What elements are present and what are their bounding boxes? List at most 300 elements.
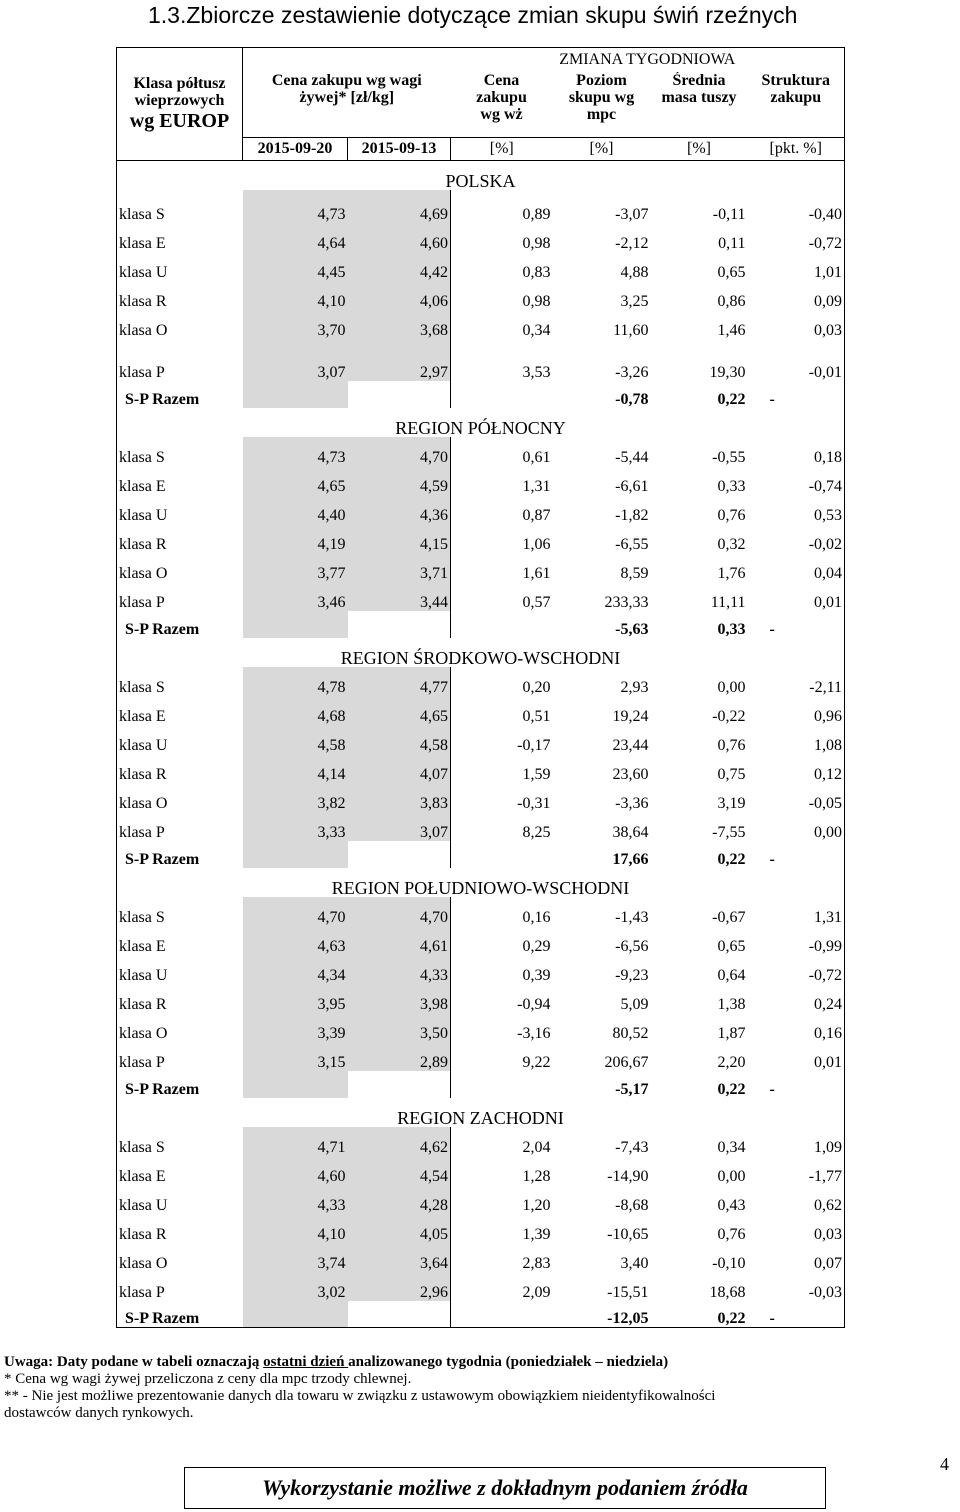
table-cell: -0,94: [517, 995, 551, 1013]
table-cell: -8,68: [615, 1196, 649, 1214]
table-cell: 4,65: [348, 696, 451, 725]
total-empty-cell: [243, 381, 348, 408]
row-label: klasa E: [117, 1156, 243, 1185]
total-label: S-P Razem: [117, 841, 243, 868]
table-cell: 1,59: [522, 765, 551, 783]
table-cell: 19,30: [709, 363, 746, 381]
table-row: [117, 926, 845, 955]
table-cell: 8,59: [620, 564, 649, 582]
table-cell: 8,25: [522, 823, 551, 841]
row-label: klasa U: [117, 252, 243, 281]
table-cell: 2,20: [717, 1053, 746, 1071]
total-structure: -: [748, 841, 845, 868]
table-row: [117, 1185, 845, 1214]
table-row: [117, 1156, 845, 1185]
table-cell: 3,44: [348, 582, 451, 611]
table-cell: 3,77: [243, 553, 348, 582]
header-line: wg wż: [480, 105, 523, 123]
header-line: Średnia: [672, 71, 726, 89]
row-label: klasa S: [117, 667, 243, 696]
total-label: S-P Razem: [117, 1071, 243, 1098]
table-cell: 4,73: [243, 437, 348, 466]
total-avg-weight: 0,22: [717, 390, 746, 408]
row-label: klasa P: [117, 812, 243, 841]
table-cell: 0,98: [522, 292, 551, 310]
total-empty-cell: [243, 611, 348, 638]
row-label: klasa R: [117, 754, 243, 783]
table-cell: 3,53: [522, 363, 551, 381]
table-cell: 0,83: [522, 263, 551, 281]
table-cell: 0,07: [748, 1243, 845, 1272]
table-cell: -3,26: [615, 363, 649, 381]
table-cell: 4,10: [243, 1214, 348, 1243]
total-avg-weight: 0,22: [717, 850, 746, 868]
section-header: POLSKA: [117, 161, 845, 190]
avg-carcass-weight-header: [651, 72, 748, 138]
table-row: [117, 696, 845, 725]
price-change-header: [451, 72, 553, 138]
table-cell: 0,51: [522, 707, 551, 725]
table-cell: 3,33: [243, 812, 348, 841]
table-cell: 2,93: [620, 678, 649, 696]
row-label: klasa O: [117, 310, 243, 339]
table-cell: 4,15: [348, 524, 451, 553]
total-purchase-level: -0,78: [615, 390, 649, 408]
table-cell: 4,34: [243, 955, 348, 984]
table-cell: 4,07: [348, 754, 451, 783]
total-empty-cell: [451, 1071, 553, 1098]
table-cell: 5,09: [620, 995, 649, 1013]
table-cell: 0,20: [522, 678, 551, 696]
price-header-top: [243, 48, 451, 72]
note-confidential: ** - Nie jest możliwe prezentowanie danych dla towaru w związku z ustawowym obowiązkiem nieidentyfikowalności: [4, 1388, 716, 1404]
row-label: klasa O: [117, 553, 243, 582]
table-cell: 4,63: [243, 926, 348, 955]
table-cell: 0,16: [522, 908, 551, 926]
table-cell: 3,70: [243, 310, 348, 339]
table-cell: 3,82: [243, 783, 348, 812]
table-cell: 3,40: [620, 1254, 649, 1272]
table-cell: 3,71: [348, 553, 451, 582]
total-empty-cell: [451, 1301, 553, 1328]
table-cell: 0,62: [748, 1185, 845, 1214]
table-cell: 4,58: [348, 725, 451, 754]
table-cell: 0,16: [748, 1013, 845, 1042]
note-text: analizowanego tygodnia (poniedziałek – niedziela): [348, 1354, 669, 1370]
table-cell: 4,42: [348, 252, 451, 281]
table-cell: -0,99: [748, 926, 845, 955]
table-cell: 3,64: [348, 1243, 451, 1272]
table-cell: 1,28: [522, 1167, 551, 1185]
note-underlined: ostatni dzień: [263, 1354, 349, 1370]
table-row: [117, 1214, 845, 1243]
table-cell: 19,24: [612, 707, 649, 725]
table-cell: 18,68: [709, 1283, 746, 1301]
header-line: Poziom: [576, 71, 627, 89]
table-cell: -0,72: [748, 955, 845, 984]
table-cell: 4,69: [348, 190, 451, 223]
table-cell: 3,74: [243, 1243, 348, 1272]
table-cell: 0,32: [717, 535, 746, 553]
table-cell: 0,65: [717, 937, 746, 955]
total-label: S-P Razem: [117, 1301, 243, 1328]
pig-purchase-table: [116, 47, 845, 1328]
section-header: REGION ZACHODNI: [117, 1098, 845, 1127]
row-label: klasa S: [117, 190, 243, 223]
table-cell: 0,89: [522, 205, 551, 223]
table-cell: 0,53: [748, 495, 845, 524]
table-cell: 0,00: [717, 678, 746, 696]
table-cell: 4,10: [243, 281, 348, 310]
table-cell: 1,38: [717, 995, 746, 1013]
row-label: klasa O: [117, 1243, 243, 1272]
table-cell: 3,07: [243, 339, 348, 381]
row-label: klasa U: [117, 955, 243, 984]
section-header: REGION POŁUDNIOWO-WSCHODNI: [117, 868, 845, 897]
table-cell: 4,68: [243, 696, 348, 725]
notes: [4, 1354, 954, 1422]
table-cell: -9,23: [615, 966, 649, 984]
table-cell: 2,97: [348, 339, 451, 381]
table-cell: 2,83: [522, 1254, 551, 1272]
total-label: S-P Razem: [117, 611, 243, 638]
row-label: klasa R: [117, 281, 243, 310]
row-label: klasa O: [117, 1013, 243, 1042]
table-row: [117, 754, 845, 783]
row-label: klasa U: [117, 1185, 243, 1214]
weekly-change-header: ZMIANA TYGODNIOWA: [451, 48, 845, 72]
row-label: klasa E: [117, 696, 243, 725]
table-cell: 3,83: [348, 783, 451, 812]
table-row: [117, 812, 845, 841]
table-cell: 1,09: [748, 1127, 845, 1156]
total-purchase-level: 17,66: [612, 850, 649, 868]
header-line: zakupu: [770, 88, 822, 106]
table-row: [117, 437, 845, 466]
table-cell: -3,36: [615, 794, 649, 812]
table-cell: 1,31: [748, 897, 845, 926]
table-cell: 206,67: [604, 1053, 649, 1071]
total-structure: -: [748, 381, 845, 408]
header-line: zakupu: [476, 88, 527, 106]
table-cell: -1,43: [615, 908, 649, 926]
table-cell: -0,31: [517, 794, 551, 812]
table-cell: -0,11: [712, 205, 746, 223]
table-cell: 11,11: [710, 593, 746, 611]
table-row: [117, 1243, 845, 1272]
table-cell: 4,88: [620, 263, 649, 281]
table-cell: -6,55: [615, 535, 649, 553]
note-confidential-cont: dostawców danych rynkowych.: [4, 1405, 194, 1421]
table-cell: 1,61: [522, 564, 551, 582]
table-cell: 4,71: [243, 1127, 348, 1156]
table-cell: 38,64: [612, 823, 649, 841]
row-label: klasa P: [117, 1042, 243, 1071]
total-structure: -: [748, 1071, 845, 1098]
table-row: [117, 223, 845, 252]
row-label: klasa E: [117, 466, 243, 495]
table-row: [117, 582, 845, 611]
total-empty-cell: [451, 611, 553, 638]
table-row: [117, 281, 845, 310]
table-cell: 4,36: [348, 495, 451, 524]
table-row: [117, 1127, 845, 1156]
table-cell: -1,77: [748, 1156, 845, 1185]
table-cell: -3,16: [517, 1024, 551, 1042]
table-cell: 4,33: [348, 955, 451, 984]
total-empty-cell: [348, 841, 451, 868]
table-row: [117, 339, 845, 381]
table-cell: 0,18: [748, 437, 845, 466]
table-cell: 1,46: [717, 321, 746, 339]
row-label: klasa R: [117, 1214, 243, 1243]
table-cell: 3,25: [620, 292, 649, 310]
table-cell: -10,65: [607, 1225, 649, 1243]
table-cell: 0,98: [522, 234, 551, 252]
total-purchase-level: -5,17: [615, 1080, 649, 1098]
table-cell: -1,82: [615, 506, 649, 524]
row-label: klasa S: [117, 897, 243, 926]
table-cell: 3,07: [348, 812, 451, 841]
table-cell: 4,64: [243, 223, 348, 252]
header-line: mpc: [586, 105, 617, 123]
table-cell: 4,73: [243, 190, 348, 223]
table-row: [117, 1042, 845, 1071]
total-empty-cell: [348, 611, 451, 638]
table-cell: -0,01: [748, 339, 845, 381]
note-price: * Cena wg wagi żywej przeliczona z ceny dla mpc trzody chlewnej.: [4, 1371, 412, 1387]
table-cell: 0,03: [748, 310, 845, 339]
table-cell: 80,52: [612, 1024, 649, 1042]
table-row: [117, 553, 845, 582]
total-purchase-level: -12,05: [553, 1301, 651, 1328]
table-cell: 3,15: [243, 1042, 348, 1071]
date-previous: 2015-09-13: [348, 138, 451, 160]
table-cell: 0,33: [717, 477, 746, 495]
table-cell: 4,05: [348, 1214, 451, 1243]
date-current: 2015-09-20: [243, 138, 348, 160]
table-row: [117, 495, 845, 524]
table-cell: 1,20: [522, 1196, 551, 1214]
table-cell: 0,00: [717, 1167, 746, 1185]
table-row: [117, 725, 845, 754]
table-cell: 4,70: [243, 897, 348, 926]
total-row: [117, 841, 845, 868]
table-row: [117, 524, 845, 553]
table-cell: 4,62: [348, 1127, 451, 1156]
table-cell: 0,04: [748, 553, 845, 582]
table-cell: 4,61: [348, 926, 451, 955]
table-cell: 233,33: [604, 593, 649, 611]
total-avg-weight: 0,33: [717, 620, 746, 638]
note-text: Uwaga: Daty podane w tabeli oznaczają: [4, 1354, 264, 1370]
header-line: skupu wg: [568, 88, 635, 106]
table-cell: 23,60: [612, 765, 649, 783]
table-cell: 0,29: [522, 937, 551, 955]
table-cell: 0,65: [717, 263, 746, 281]
total-empty-cell: [243, 841, 348, 868]
table-row: [117, 466, 845, 495]
table-cell: 23,44: [612, 736, 649, 754]
total-label: S-P Razem: [117, 381, 243, 408]
table-cell: 4,65: [243, 466, 348, 495]
table-cell: -0,02: [748, 524, 845, 553]
section-header: REGION ŚRODKOWO-WSCHODNI: [117, 638, 845, 667]
table-cell: -2,11: [748, 667, 845, 696]
table-cell: 0,87: [522, 506, 551, 524]
total-row: [117, 1301, 845, 1328]
unit-price-change: [%]: [451, 138, 553, 160]
table-cell: 4,06: [348, 281, 451, 310]
note-dates: [4, 1354, 954, 1371]
table-cell: 0,00: [748, 812, 845, 841]
row-label: klasa P: [117, 1272, 243, 1301]
row-label: klasa P: [117, 582, 243, 611]
table-row: [117, 783, 845, 812]
table-cell: 0,43: [717, 1196, 746, 1214]
table-cell: 0,57: [522, 593, 551, 611]
table-cell: 0,86: [717, 292, 746, 310]
table-cell: 0,76: [717, 736, 746, 754]
header-line: Cena zakupu wg wagi: [271, 71, 422, 89]
purchase-level-header: [553, 72, 651, 138]
table-row: [117, 955, 845, 984]
table-cell: -0,03: [748, 1272, 845, 1301]
table-cell: -6,61: [615, 477, 649, 495]
table-cell: -0,10: [712, 1254, 746, 1272]
table-cell: 4,40: [243, 495, 348, 524]
table-cell: 4,33: [243, 1185, 348, 1214]
table-cell: -0,17: [517, 736, 551, 754]
row-label: klasa R: [117, 984, 243, 1013]
row-label: klasa R: [117, 524, 243, 553]
total-empty-cell: [243, 1301, 348, 1328]
total-empty-cell: [348, 381, 451, 408]
table-cell: 2,09: [522, 1283, 551, 1301]
table-cell: 3,50: [348, 1013, 451, 1042]
table-cell: 4,28: [348, 1185, 451, 1214]
table-cell: 0,11: [718, 234, 746, 252]
header-line: żywej* [zł/kg]: [299, 88, 395, 106]
table-cell: 4,14: [243, 754, 348, 783]
table-cell: 0,64: [717, 966, 746, 984]
unit-avg-weight: [%]: [651, 138, 748, 160]
table-cell: 2,89: [348, 1042, 451, 1071]
table-cell: 1,08: [748, 725, 845, 754]
header-line: Struktura: [761, 71, 830, 89]
page-number: 4: [940, 1454, 949, 1474]
table-cell: 0,76: [717, 1225, 746, 1243]
table-cell: 0,96: [748, 696, 845, 725]
table-cell: 0,24: [748, 984, 845, 1013]
row-label: klasa U: [117, 725, 243, 754]
table-cell: -3,07: [615, 205, 649, 223]
unit-purchase-level: [%]: [553, 138, 651, 160]
table-row: [117, 667, 845, 696]
table-cell: -7,43: [615, 1138, 649, 1156]
table-cell: 0,01: [748, 582, 845, 611]
table-cell: -0,05: [748, 783, 845, 812]
table-row: [117, 984, 845, 1013]
total-row: [117, 381, 845, 408]
table-cell: -0,72: [748, 223, 845, 252]
row-label: klasa E: [117, 223, 243, 252]
table-cell: 2,04: [522, 1138, 551, 1156]
table-cell: 4,70: [348, 437, 451, 466]
table-cell: -7,55: [712, 823, 746, 841]
total-empty-cell: [348, 1301, 451, 1328]
table-cell: -2,12: [615, 234, 649, 252]
total-empty-cell: [451, 841, 553, 868]
total-row: [117, 611, 845, 638]
header-line: Cena: [483, 71, 520, 89]
table-cell: 3,98: [348, 984, 451, 1013]
total-empty-cell: [243, 1071, 348, 1098]
table-cell: 0,61: [522, 448, 551, 466]
total-purchase-level: -5,63: [615, 620, 649, 638]
table-cell: 11,60: [613, 321, 649, 339]
table-cell: -5,44: [615, 448, 649, 466]
table-cell: -6,56: [615, 937, 649, 955]
total-empty-cell: [348, 1071, 451, 1098]
table-cell: 0,12: [748, 754, 845, 783]
table-cell: 4,59: [348, 466, 451, 495]
table-cell: 4,19: [243, 524, 348, 553]
table-cell: -15,51: [607, 1283, 649, 1301]
table-cell: 0,76: [717, 506, 746, 524]
row-label: klasa S: [117, 1127, 243, 1156]
table-cell: -0,67: [712, 908, 746, 926]
table-row: [117, 897, 845, 926]
table-cell: -0,55: [712, 448, 746, 466]
table-cell: 1,06: [522, 535, 551, 553]
table-row: [117, 190, 845, 223]
row-label: klasa U: [117, 495, 243, 524]
table-cell: 4,60: [243, 1156, 348, 1185]
table-cell: 4,60: [348, 223, 451, 252]
table-cell: -0,74: [748, 466, 845, 495]
table-cell: 3,19: [717, 794, 746, 812]
table-cell: 3,68: [348, 310, 451, 339]
row-label: klasa O: [117, 783, 243, 812]
page-title: 1.3.Zbiorcze zestawienie dotyczące zmian skupu świń rzeźnych: [148, 2, 798, 28]
table-cell: 4,45: [243, 252, 348, 281]
source-footer: Wykorzystanie możliwe z dokładnym podaniem źródła: [184, 1467, 826, 1509]
table-cell: 3,95: [243, 984, 348, 1013]
table-row: [117, 310, 845, 339]
purchase-structure-header: [748, 72, 845, 138]
table-cell: 0,34: [717, 1138, 746, 1156]
live-weight-price-header: [243, 72, 451, 138]
table-cell: -0,22: [712, 707, 746, 725]
class-header-line: wieprzowych: [134, 92, 225, 109]
table-cell: 1,87: [717, 1024, 746, 1042]
table-row: [117, 1272, 845, 1301]
table-cell: 0,09: [748, 281, 845, 310]
row-label: klasa S: [117, 437, 243, 466]
class-header-line: wg EUROP: [129, 110, 230, 132]
table-cell: 9,22: [522, 1053, 551, 1071]
table-cell: 4,58: [243, 725, 348, 754]
table-cell: 1,31: [522, 477, 551, 495]
table-cell: 0,01: [748, 1042, 845, 1071]
table-cell: 4,77: [348, 667, 451, 696]
table-cell: -14,90: [607, 1167, 649, 1185]
table-cell: 4,70: [348, 897, 451, 926]
table-cell: 3,46: [243, 582, 348, 611]
total-structure: -: [748, 611, 845, 638]
class-header-line: Klasa półtusz: [133, 75, 226, 92]
